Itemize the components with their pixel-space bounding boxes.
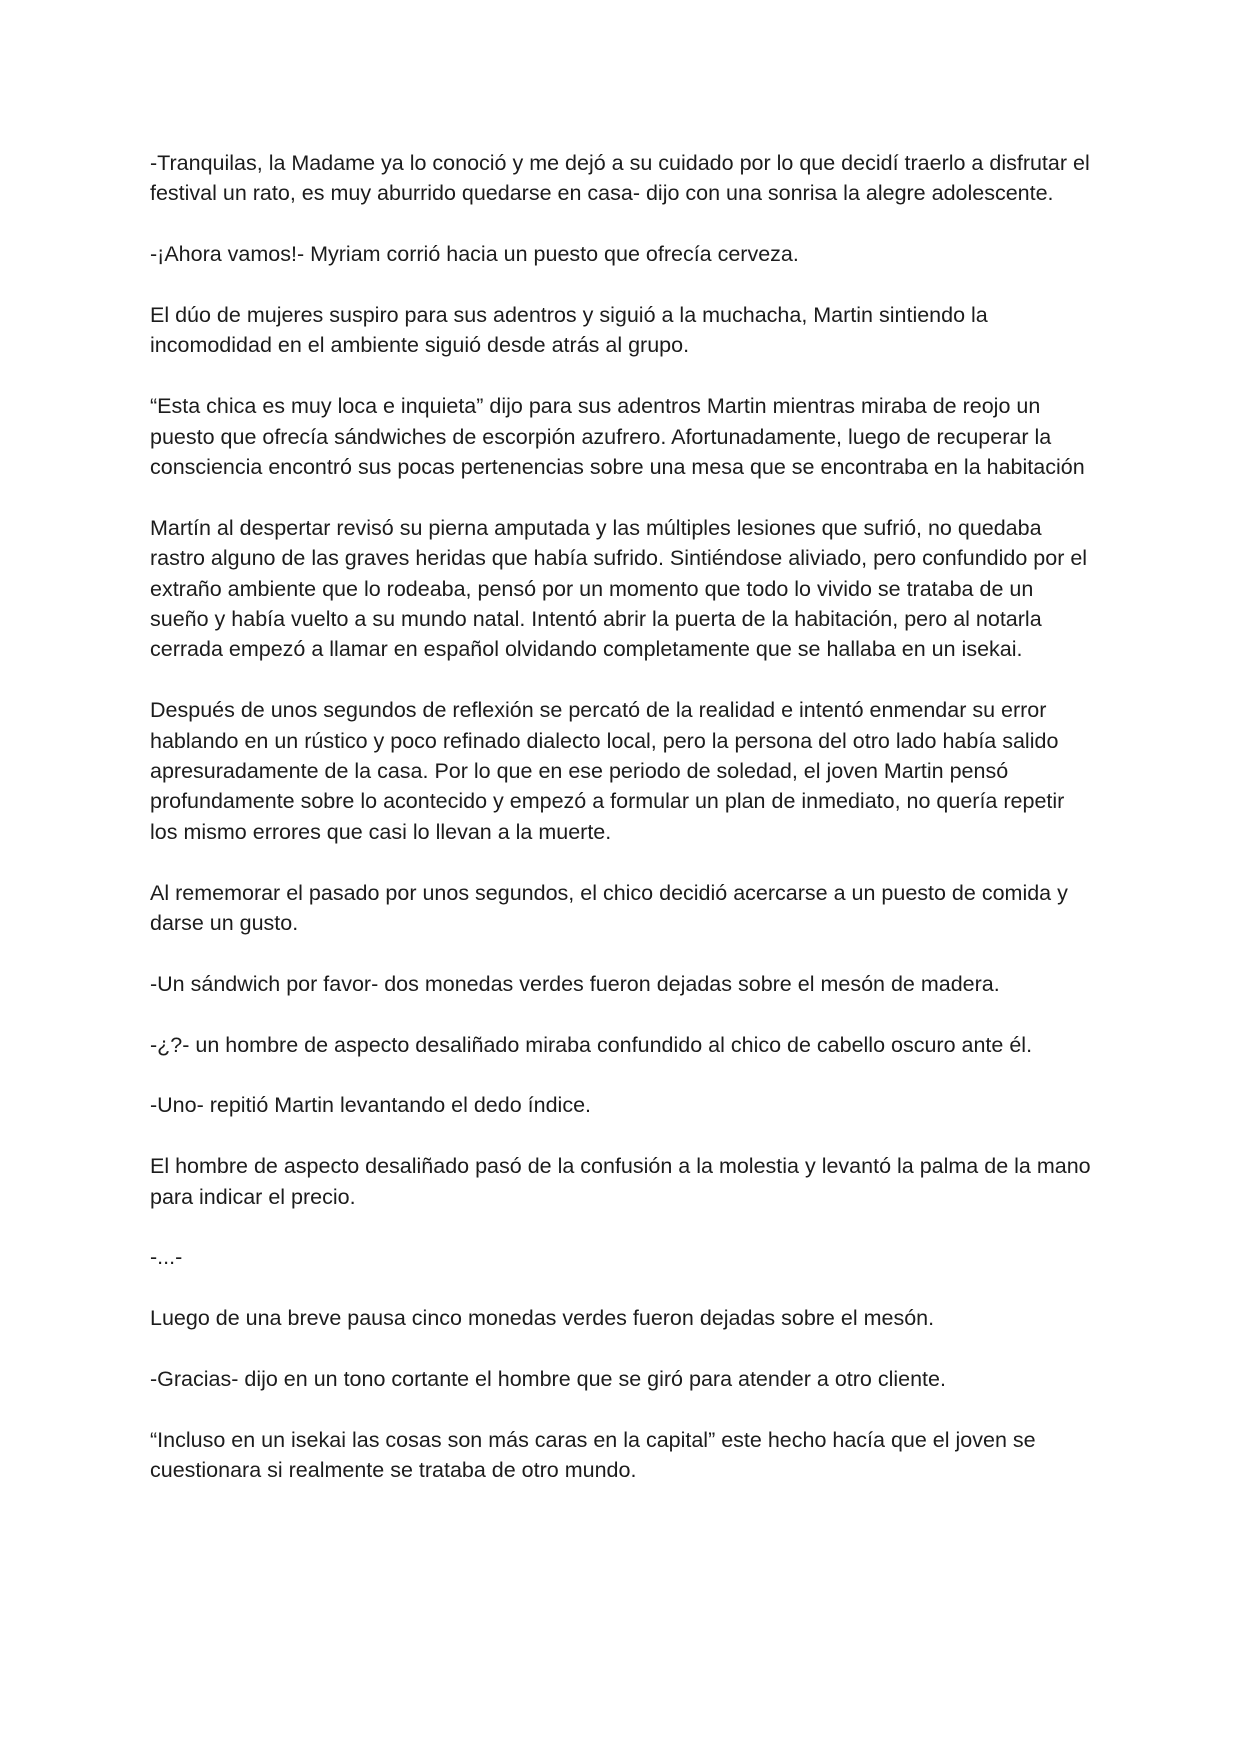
paragraph: El dúo de mujeres suspiro para sus adentros y siguió a la muchacha, Martin sintiendo la incomodidad en el ambiente siguió desde atrás al grupo. — [150, 303, 988, 358]
paragraph: -¡Ahora vamos!- Myriam corrió hacia un puesto que ofrecía cerveza. — [150, 242, 799, 267]
paragraph: Martín al despertar revisó su pierna amputada y las múltiples lesiones que sufrió, no quedaba rastro alguno de las graves heridas que había sufrido. Sintiéndose aliviado, pero confundido por el extraño ambiente que lo rodeaba, pensó por un momento que todo lo vivido se trataba de un sueño y había vuelto a su mundo natal. Intentó abrir la puerta de la habitación, pero al notarla cerrada empezó a llamar en español olvidando completamente que se hallaba en un isekai. — [150, 515, 1088, 662]
paragraph: Al rememorar el pasado por unos segundos, el chico decidió acercarse a un puesto de comida y darse un gusto. — [150, 880, 1068, 936]
paragraph: Después de unos segundos de reflexión se percató de la realidad e intentó enmendar su error hablando en un rústico y poco refinado dialecto local, pero la persona del otro lado había salido apresuradamente de la casa. Por lo que en ese periodo de soledad, el joven Martin pensó profundamente sobre lo acontecido y empezó a formular un plan de inmediato, no quería repetir los mismo errores que casi lo llevan a la muerte. — [150, 698, 1065, 844]
paragraph: “Esta chica es muy loca e inquieta” dijo para sus adentros Martin mientras miraba de reojo un puesto que ofrecía sándwiches de escorpión azufrero. Afortunadamente, luego de recuperar la consciencia encontró sus pocas pertenencias sobre una mesa que se encontraba en la habitación — [150, 394, 1085, 480]
paragraph: -¿?- un hombre de aspecto desaliñado miraba confundido al chico de cabello oscuro ante él. — [150, 1032, 1033, 1057]
paragraph: “Incluso en un isekai las cosas son más caras en la capital” este hecho hacía que el joven se cuestionara si realmente se trataba de otro mundo. — [150, 1427, 1036, 1483]
paragraph: -Tranquilas, la Madame ya lo conoció y me dejó a su cuidado por lo que decidí traerlo a disfrutar el festival un rato, es muy aburrido quedarse en casa- dijo con una sonrisa la alegre adolescente. — [150, 151, 1090, 206]
paragraph: -...- — [150, 1245, 183, 1270]
paragraph: -Uno- repitió Martin levantando el dedo índice. — [150, 1093, 592, 1118]
paragraph: Luego de una breve pausa cinco monedas verdes fueron dejadas sobre el mesón. — [150, 1306, 935, 1331]
paragraph: El hombre de aspecto desaliñado pasó de la confusión a la molestia y levantó la palma de la mano para indicar el precio. — [150, 1154, 1091, 1209]
document-body — [150, 148, 1095, 1516]
paragraph: -Gracias- dijo en un tono cortante el hombre que se giró para atender a otro cliente. — [150, 1367, 946, 1392]
paragraph: -Un sándwich por favor- dos monedas verdes fueron dejadas sobre el mesón de madera. — [150, 971, 1000, 996]
